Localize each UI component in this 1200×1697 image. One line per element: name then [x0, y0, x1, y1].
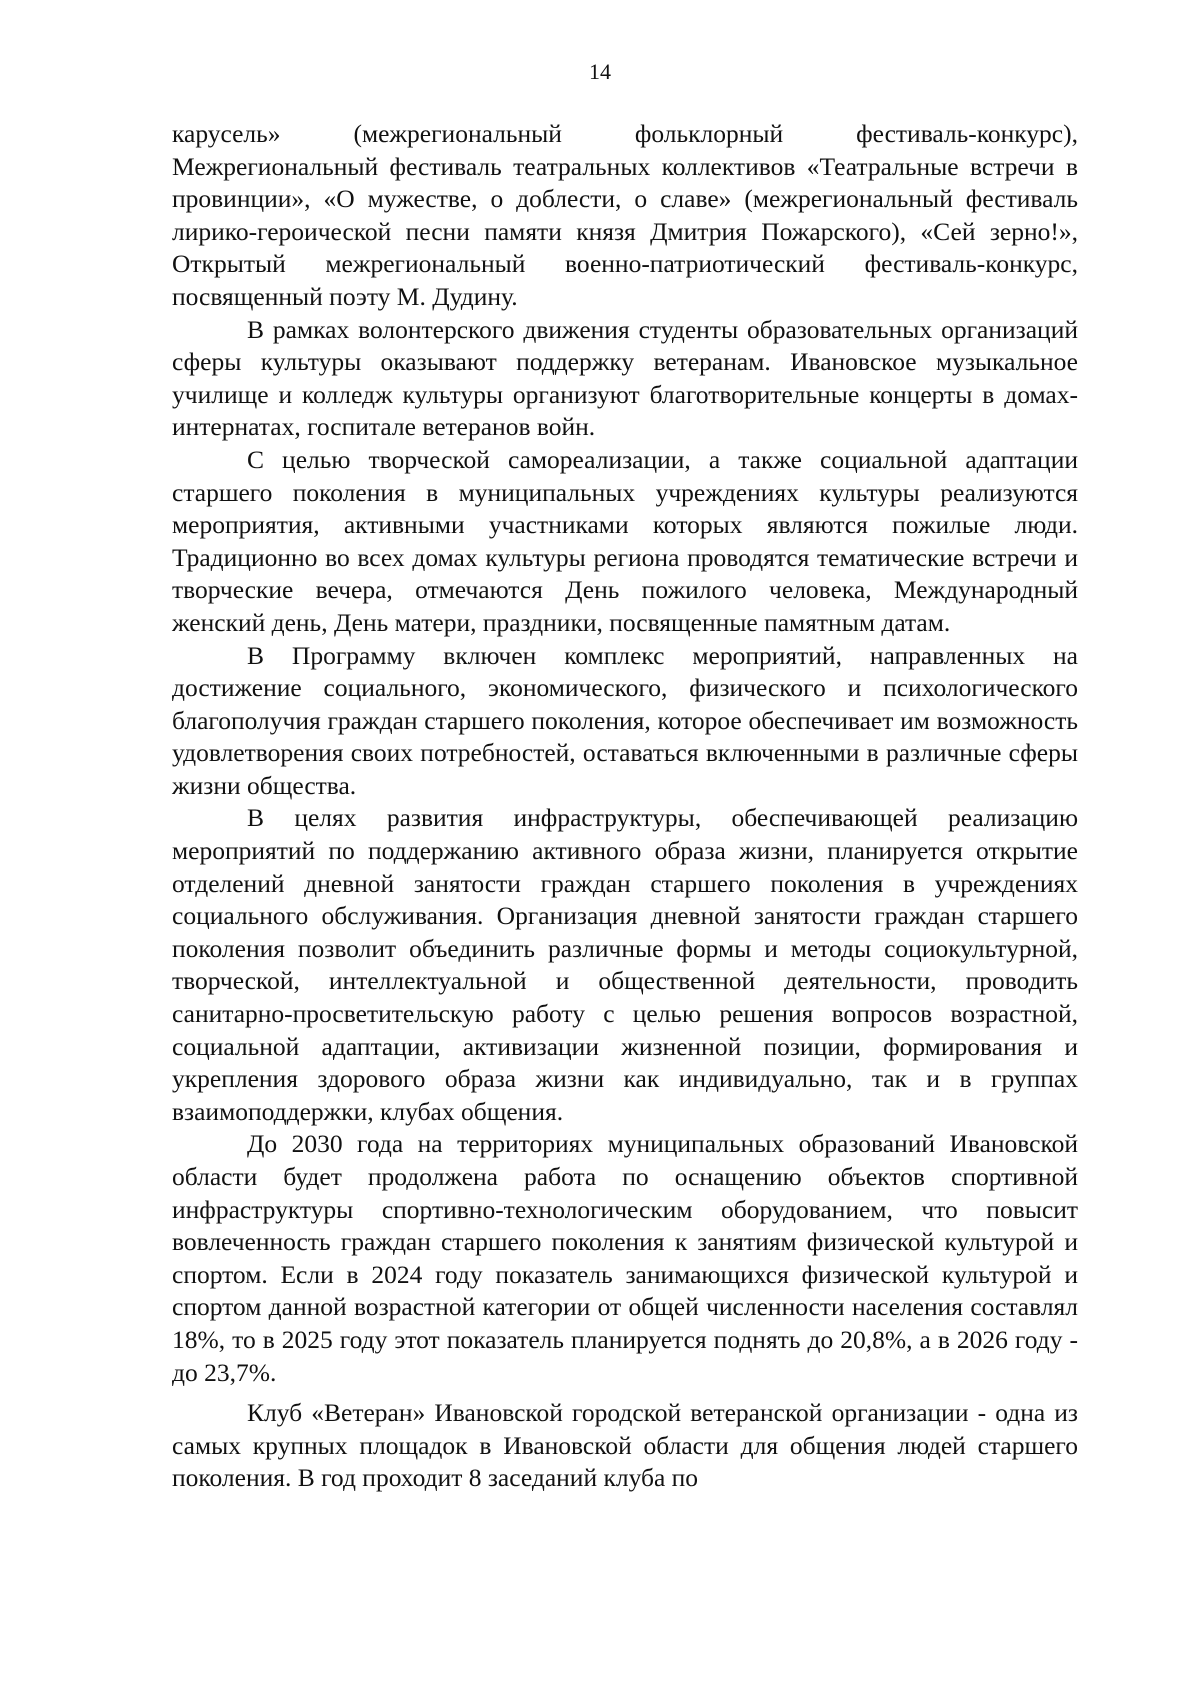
paragraph-infrastructure-development: В целях развития инфраструктуры, обеспечивающей реализацию мероприятий по поддержанию активного образа жизни, планируется открытие отделений дневной занятости граждан старшего поколения в учреждениях социального обслуживания. Организация дневной занятости граждан старшего поколения позволит объединить различные формы и методы социокультурной, творческой, интеллектуальной и общественной деятельности, проводить санитарно-просветительскую работу с целью решения вопросов возрастной, социальной адаптации, активизации жизненной позиции, формирования и укрепления здорового образа жизни как индивидуально, так и в группах взаимоподдержки, клубах общения.: [172, 803, 1078, 1126]
paragraph-sports-infrastructure: До 2030 года на территориях муниципальных образований Ивановской области будет продолжена работа по оснащению объектов спортивной инфраструктуры спортивно-технологическим оборудованием, что повысит вовлеченность граждан старшего поколения к занятиям физической культурой и спортом. Если в 2024 году показатель занимающихся физической культурой и спортом данной возрастной категории от общей численности населения составлял 18%, то в 2025 году этот показатель планируется поднять до 20,8%, а в 2026 году - до 23,7%.: [172, 1129, 1078, 1387]
paragraph-festivals-continuation: карусель» (межрегиональный фольклорный фестиваль-конкурс), Межрегиональный фестиваль театральных коллективов «Театральные встречи в провинции», «О мужестве, о доблести, о славе» (межрегиональный фестиваль лирико-героической песни памяти князя Дмитрия Пожарского), «Сей зерно!», Открытый межрегиональный военно-патриотический фестиваль-конкурс, посвященный поэту М. Дудину.: [172, 119, 1078, 311]
paragraph-creative-self-realization: С целью творческой самореализации, а также социальной адаптации старшего поколения в муниципальных учреждениях культуры реализуются мероприятия, активными участниками которых являются пожилые люди. Традиционно во всех домах культуры региона проводятся тематические встречи и творческие вечера, отмечаются День пожилого человека, Международный женский день, День матери, праздники, посвященные памятным датам.: [172, 444, 1078, 637]
paragraph-veteran-club: Клуб «Ветеран» Ивановской городской ветеранской организации - одна из самых крупных площадок в Ивановской области для общения людей старшего поколения. В год проходит 8 заседаний клуба по: [172, 1398, 1078, 1493]
body-text: [172, 118, 1078, 1495]
paragraph-program-measures: В Программу включен комплекс мероприятий, направленных на достижение социального, экономического, физического и психологического благополучия граждан старшего поколения, которое обеспечивает им возможность удовлетворения своих потребностей, оставаться включенными в различные сферы жизни общества.: [172, 640, 1078, 800]
page-number: 14: [589, 59, 611, 84]
paragraph-volunteer-movement: В рамках волонтерского движения студенты образовательных организаций сферы культуры оказывают поддержку ветеранам. Ивановское музыкальное училище и колледж культуры организуют благотворительные концерты в домах-интернатах, госпитале ветеранов войн.: [172, 314, 1078, 442]
